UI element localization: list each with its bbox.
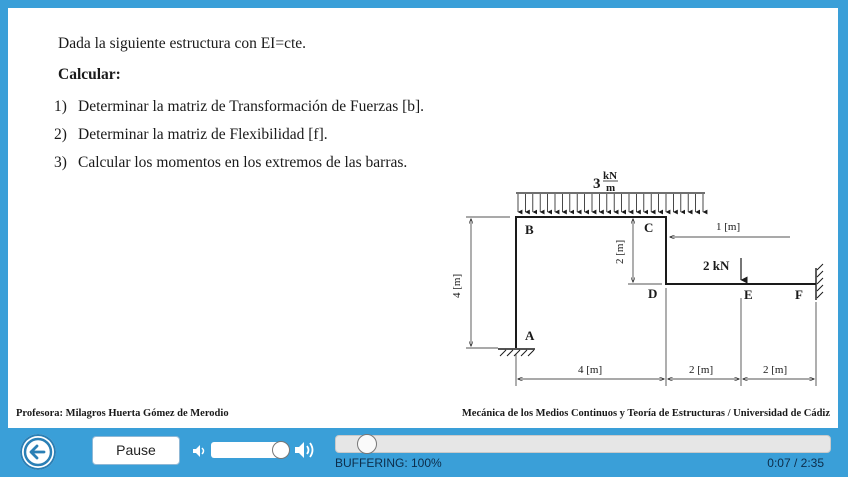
- task-text: Calcular los momentos en los extremos de las barras.: [78, 154, 408, 171]
- pause-button[interactable]: Pause: [92, 436, 180, 465]
- time-display: 0:07 / 2:35: [767, 456, 824, 470]
- node-b-label: B: [525, 222, 534, 237]
- node-c-label: C: [644, 220, 654, 235]
- problem-statement: Dada la siguiente estructura con EI=cte.: [58, 35, 307, 52]
- volume-high-icon[interactable]: [294, 440, 318, 460]
- task-number: 2): [54, 126, 67, 143]
- task-number: 1): [54, 98, 67, 115]
- volume-slider-thumb[interactable]: [272, 441, 290, 459]
- fixed-support-f: [816, 264, 823, 300]
- footer-author: Profesora: Milagros Huerta Gómez de Merodio: [16, 408, 229, 419]
- dimension-lines: [466, 217, 816, 386]
- seek-bar-thumb[interactable]: [357, 434, 377, 454]
- task-number: 3): [54, 154, 67, 171]
- dim-span-2: 2 [m]: [689, 364, 714, 376]
- back-button[interactable]: [20, 434, 56, 470]
- load-unit-num: kN: [603, 170, 618, 182]
- buffer-status: BUFFERING: 100%: [335, 456, 442, 470]
- task-text: Determinar la matriz de Transformación de Fuerzas [b].: [78, 98, 425, 115]
- node-d-label: D: [648, 286, 658, 301]
- dim-height-cd: 2 [m]: [614, 239, 626, 264]
- node-e-label: E: [744, 287, 753, 302]
- point-load-label: 2 kN: [703, 258, 730, 273]
- load-value: 3: [593, 176, 601, 192]
- slide-canvas: [8, 8, 838, 428]
- calculate-heading: Calcular:: [58, 66, 121, 83]
- dim-span-1: 4 [m]: [578, 364, 603, 376]
- node-f-label: F: [795, 287, 803, 302]
- structure-diagram: [8, 8, 838, 428]
- seek-bar-track[interactable]: [335, 435, 831, 453]
- node-a-label: A: [525, 328, 535, 343]
- dim-span-3: 2 [m]: [763, 364, 788, 376]
- load-unit-den: m: [606, 182, 616, 194]
- fixed-support-a: [498, 349, 535, 356]
- back-arrow-icon: [20, 434, 56, 470]
- task-text: Determinar la matriz de Flexibilidad [f].: [78, 126, 328, 143]
- footer-course: Mecánica de los Medios Continuos y Teoría de Estructuras / Universidad de Cádiz: [461, 408, 830, 419]
- dim-height-total: 4 [m]: [451, 273, 463, 298]
- distributed-load: [516, 193, 705, 212]
- volume-low-icon[interactable]: [192, 443, 208, 459]
- dim-offset-c: 1 [m]: [716, 221, 741, 233]
- player-controls: [0, 428, 848, 477]
